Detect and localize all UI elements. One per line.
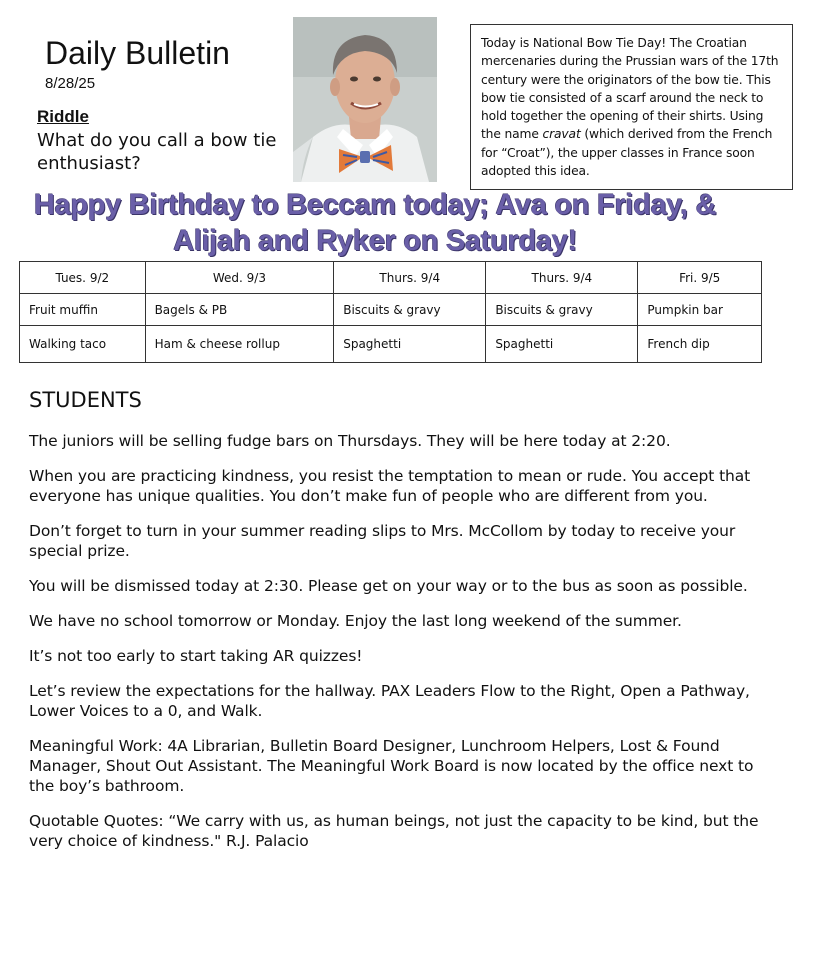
announcement-item: You will be dismissed today at 2:30. Please get on your way or to the bus as soon as possible. — [29, 577, 748, 595]
menu-lunch-row — [20, 326, 762, 363]
fact-text-end: (which derived from the French for “Croat”), the upper classes in France soon adopted this idea. — [481, 127, 773, 179]
riddle-question: What do you call a bow tie enthusiast? — [37, 130, 277, 174]
menu-cell: French dip — [638, 326, 762, 363]
bow-tie-day-fact-box — [470, 24, 793, 190]
menu-day-header: Wed. 9/3 — [145, 262, 334, 294]
students-heading: STUDENTS — [29, 388, 142, 412]
birthday-announcement — [20, 187, 730, 259]
fact-italic-word: cravat — [542, 127, 581, 142]
menu-cell: Ham & cheese rollup — [145, 326, 334, 363]
menu-header-row — [20, 262, 762, 294]
menu-cell: Spaghetti — [334, 326, 486, 363]
menu-day-header: Thurs. 9/4 — [334, 262, 486, 294]
portrait-illustration — [293, 17, 437, 182]
bulletin-date: 8/28/25 — [45, 75, 96, 92]
riddle-heading: Riddle — [37, 107, 89, 126]
menu-day-header: Tues. 9/2 — [20, 262, 146, 294]
birthday-line-2: Alijah and Ryker on Saturday! — [173, 225, 577, 257]
portrait-photo-icon — [293, 17, 437, 182]
menu-cell: Pumpkin bar — [638, 294, 762, 326]
birthday-line-1: Happy Birthday to Beccam today; Ava on Friday, & — [33, 189, 717, 221]
menu-cell: Spaghetti — [486, 326, 638, 363]
menu-cell: Walking taco — [20, 326, 146, 363]
menu-cell: Biscuits & gravy — [486, 294, 638, 326]
fact-text-start: Today is National Bow Tie Day! The Croatian mercenaries during the Prussian wars of the 17th century were the originators of the bow tie. This bow tie consisted of a scarf around the neck to hold together the opening of their shirts. Using the name — [481, 36, 779, 142]
page-title: Daily Bulletin — [45, 35, 230, 71]
announcement-item: It’s not too early to start taking AR quizzes! — [29, 647, 363, 665]
announcement-item: When you are practicing kindness, you resist the temptation to mean or rude. You accept that everyone has unique qualities. You don’t make fun of people who are different from you. — [29, 467, 751, 505]
menu-day-header: Fri. 9/5 — [638, 262, 762, 294]
menu-day-header: Thurs. 9/4 — [486, 262, 638, 294]
menu-cell: Fruit muffin — [20, 294, 146, 326]
announcement-item: The juniors will be selling fudge bars on Thursdays. They will be here today at 2:20. — [29, 432, 671, 450]
lunch-menu-table — [19, 261, 762, 363]
students-section — [29, 386, 779, 866]
menu-breakfast-row — [20, 294, 762, 326]
announcement-item: Let’s review the expectations for the hallway. PAX Leaders Flow to the Right, Open a Pathway, Lower Voices to a 0, and Walk. — [29, 682, 750, 720]
announcement-item: We have no school tomorrow or Monday. Enjoy the last long weekend of the summer. — [29, 612, 682, 630]
menu-cell: Bagels & PB — [145, 294, 334, 326]
menu-cell: Biscuits & gravy — [334, 294, 486, 326]
announcement-item: Quotable Quotes: “We carry with us, as human beings, not just the capacity to be kind, but the very choice of kindness." R.J. Palacio — [29, 812, 759, 850]
announcement-item: Don’t forget to turn in your summer reading slips to Mrs. McCollom by today to receive your special prize. — [29, 522, 736, 560]
announcement-item: Meaningful Work: 4A Librarian, Bulletin Board Designer, Lunchroom Helpers, Lost & Found Manager, Shout Out Assistant. The Meaningful Work Board is now located by the office next to the boy’s bathroom. — [29, 737, 754, 795]
